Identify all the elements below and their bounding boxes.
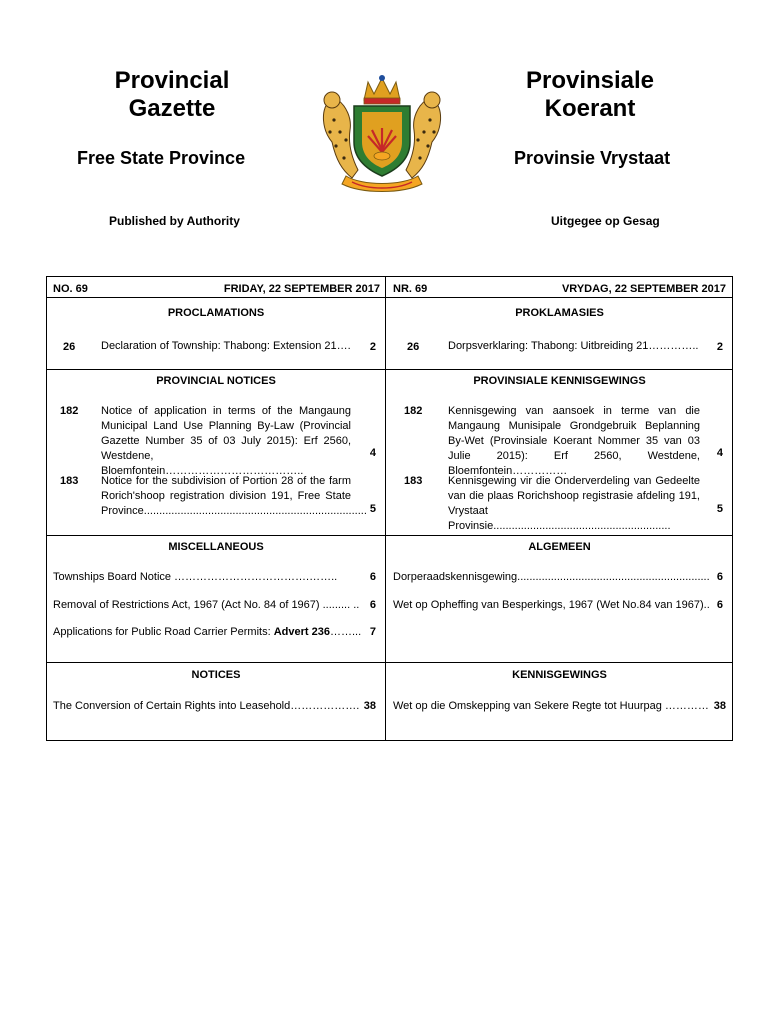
- page-number: 38: [713, 700, 726, 712]
- authority-english: Published by Authority: [109, 214, 240, 228]
- issue-date-afrikaans: VRYDAG, 22 SEPTEMBER 2017: [561, 283, 726, 295]
- item-number: 182: [404, 405, 423, 417]
- row-divider: [46, 662, 733, 663]
- page-number: 6: [369, 571, 376, 583]
- item-number: 26: [63, 341, 76, 353]
- section-heading: MISCELLANEOUS: [168, 541, 264, 553]
- item-title: Dorperaadskennisgewing...............................................................: [393, 571, 710, 583]
- province-afrikaans: Provinsie Vrystaat: [514, 148, 671, 168]
- page-number: 6: [716, 571, 723, 583]
- item-number: 183: [60, 475, 79, 487]
- issue-number-afrikaans: NR. 69: [393, 283, 428, 295]
- page-number: 5: [716, 503, 723, 515]
- item-title: Wet op die Omskepping van Sekere Regte tot Huurpag …………: [393, 700, 709, 712]
- item-number: 182: [60, 405, 79, 417]
- item-title: Wet op Opheffing van Besperkings, 1967 (Wet No.84 van 1967)..: [393, 599, 710, 611]
- item-number: 26: [407, 341, 420, 353]
- item-title: Kennisgewing van aansoek in terme van die Mangaung Munisipale Grondgebruik Beplanning By-Wet (Provinsiale Koerant Nommer 35 van 03 Julie 2015): Erf 2560, Westdene, Bloemfontein……………: [448, 405, 700, 477]
- page-number: 5: [369, 503, 376, 515]
- page-number: 4: [369, 447, 376, 459]
- item-title: Removal of Restrictions Act, 1967 (Act No. 84 of 1967) ......... ..: [53, 599, 360, 611]
- section-heading: KENNISGEWINGS: [512, 669, 607, 681]
- issue-number-english: NO. 69: [53, 283, 88, 295]
- title-english: Provincial Gazette: [114, 67, 230, 122]
- item-title: The Conversion of Certain Rights into Leasehold……………….: [53, 700, 360, 712]
- page-number: 4: [716, 447, 723, 459]
- issue-date-english: FRIDAY, 22 SEPTEMBER 2017: [223, 283, 380, 295]
- page-number: 38: [363, 700, 376, 712]
- page-number: 6: [716, 599, 723, 611]
- section-heading: PROKLAMASIES: [515, 307, 604, 319]
- item-title: Declaration of Township: Thabong: Extension 21….: [101, 340, 351, 352]
- page-number: 2: [369, 341, 376, 353]
- row-divider: [46, 369, 733, 370]
- authority-afrikaans: Uitgegee op Gesag: [551, 214, 660, 228]
- item-title: Dorpsverklaring: Thabong: Uitbreiding 21…………..: [448, 340, 699, 352]
- section-heading: PROVINSIALE KENNISGEWINGS: [473, 375, 646, 387]
- section-heading: NOTICES: [191, 669, 241, 681]
- section-heading: PROCLAMATIONS: [167, 307, 265, 319]
- section-heading: ALGEMEEN: [528, 541, 591, 553]
- section-heading: PROVINCIAL NOTICES: [156, 375, 276, 387]
- item-title: Notice of application in terms of the Mangaung Municipal Land Use Planning By-Law (Provincial Gazette Number 35 of 03 July 2015): Erf 2560, Westdene, Bloemfontein………………………………..: [101, 405, 351, 477]
- page-number: 6: [369, 599, 376, 611]
- item-title: Kennisgewing vir die Onderverdeling van Gedeelte van die plaas Rorichshoop registrasie afdeling 191, Vrystaat Provinsie..........................................................: [448, 475, 700, 532]
- coat-of-arms-icon: [302, 70, 462, 200]
- title-afrikaans: Provinsiale Koerant: [525, 67, 655, 122]
- province-english: Free State Province: [77, 148, 246, 168]
- item-title: Notice for the subdivision of Portion 28 of the farm Rorich'shoop registration division 191, Free State Province.........................................................................: [101, 475, 367, 517]
- page-number: 2: [716, 341, 723, 353]
- row-divider: [46, 297, 733, 298]
- row-divider: [46, 535, 733, 536]
- item-title: Townships Board Notice ……………………………….……..: [53, 571, 338, 583]
- item-title: Applications for Public Road Carrier Permits: Advert 236……...: [53, 626, 362, 638]
- item-number: 183: [404, 475, 423, 487]
- page-number: 7: [369, 626, 376, 638]
